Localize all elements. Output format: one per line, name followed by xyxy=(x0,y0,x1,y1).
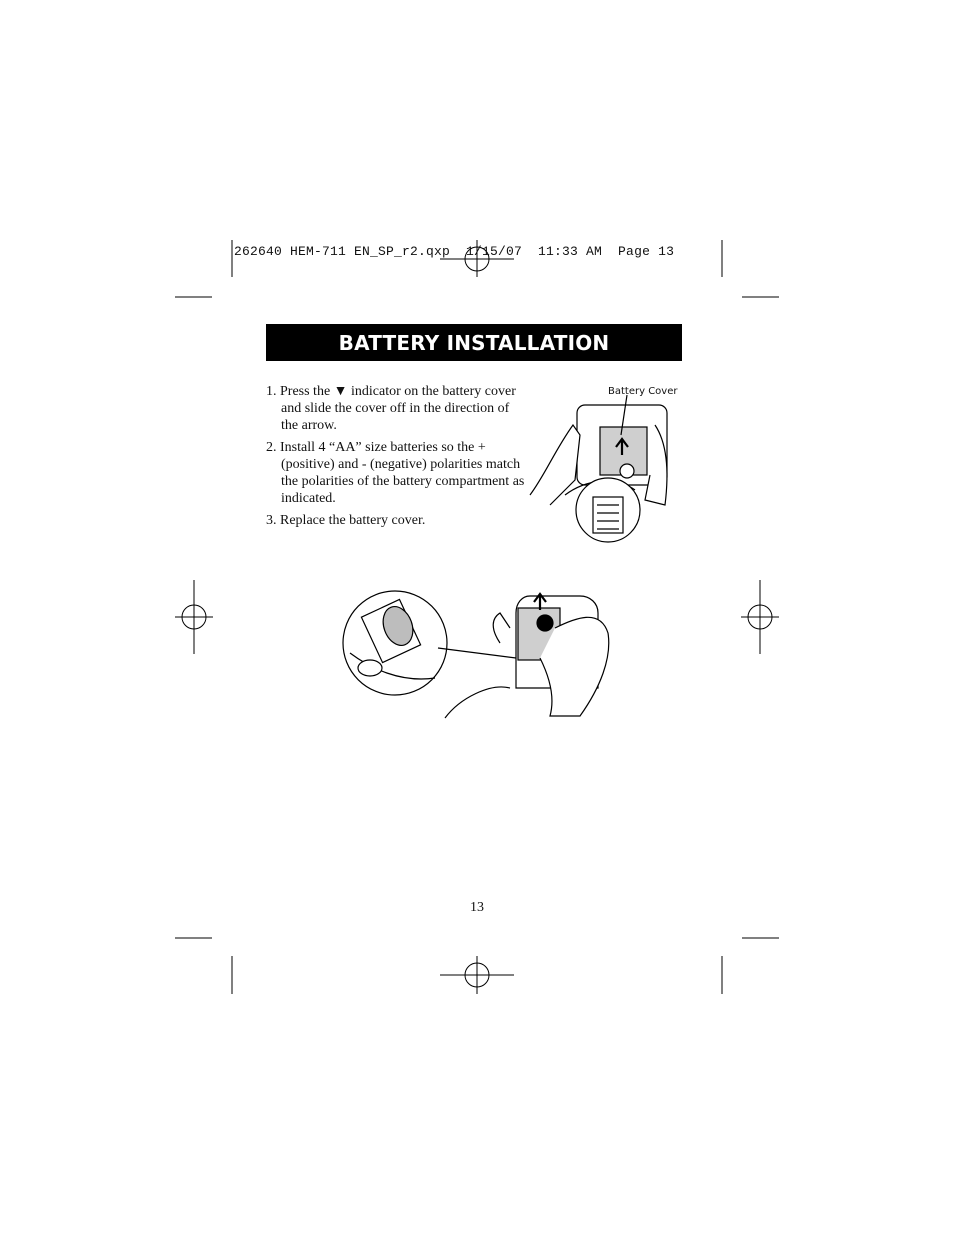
battery-cover-label: Battery Cover xyxy=(608,386,678,397)
page-number: 13 xyxy=(470,900,484,915)
instruction-list xyxy=(266,383,528,534)
step-text: Replace the battery cover. xyxy=(280,513,426,528)
step-text: Press the xyxy=(280,384,334,399)
battery-compartment-illustration xyxy=(340,588,615,720)
left-hand xyxy=(530,425,580,505)
battery-compartment xyxy=(593,497,623,533)
registration-mark-left xyxy=(175,580,213,654)
step-text: Install 4 “AA” size batteries so the + (positive) and - (negative) polarities match the polarities of the battery compartment as indicated. xyxy=(280,440,525,506)
list-item xyxy=(266,512,528,529)
step-number: 2. xyxy=(266,440,277,455)
list-item xyxy=(266,383,528,434)
battery-cover-illustration xyxy=(525,395,685,555)
registration-mark-bottom xyxy=(440,956,514,994)
thumb xyxy=(620,464,634,478)
list-item xyxy=(266,439,528,507)
thumb-press-point xyxy=(537,615,553,631)
left-hand xyxy=(493,613,510,643)
step-number: 3. xyxy=(266,513,277,528)
section-title: BATTERY INSTALLATION xyxy=(266,324,682,361)
registration-mark-right xyxy=(741,580,779,654)
zoom-leader-line xyxy=(438,648,516,658)
step-number: 1. xyxy=(266,384,277,399)
file-slug: 262640 HEM-711 EN_SP_r2.qxp 1/15/07 11:33 AM Page 13 xyxy=(234,244,675,259)
down-triangle-icon: ▼ xyxy=(333,384,348,399)
step-text: indicator on the battery cover and slide the cover off in the direction of the arrow. xyxy=(281,384,516,433)
